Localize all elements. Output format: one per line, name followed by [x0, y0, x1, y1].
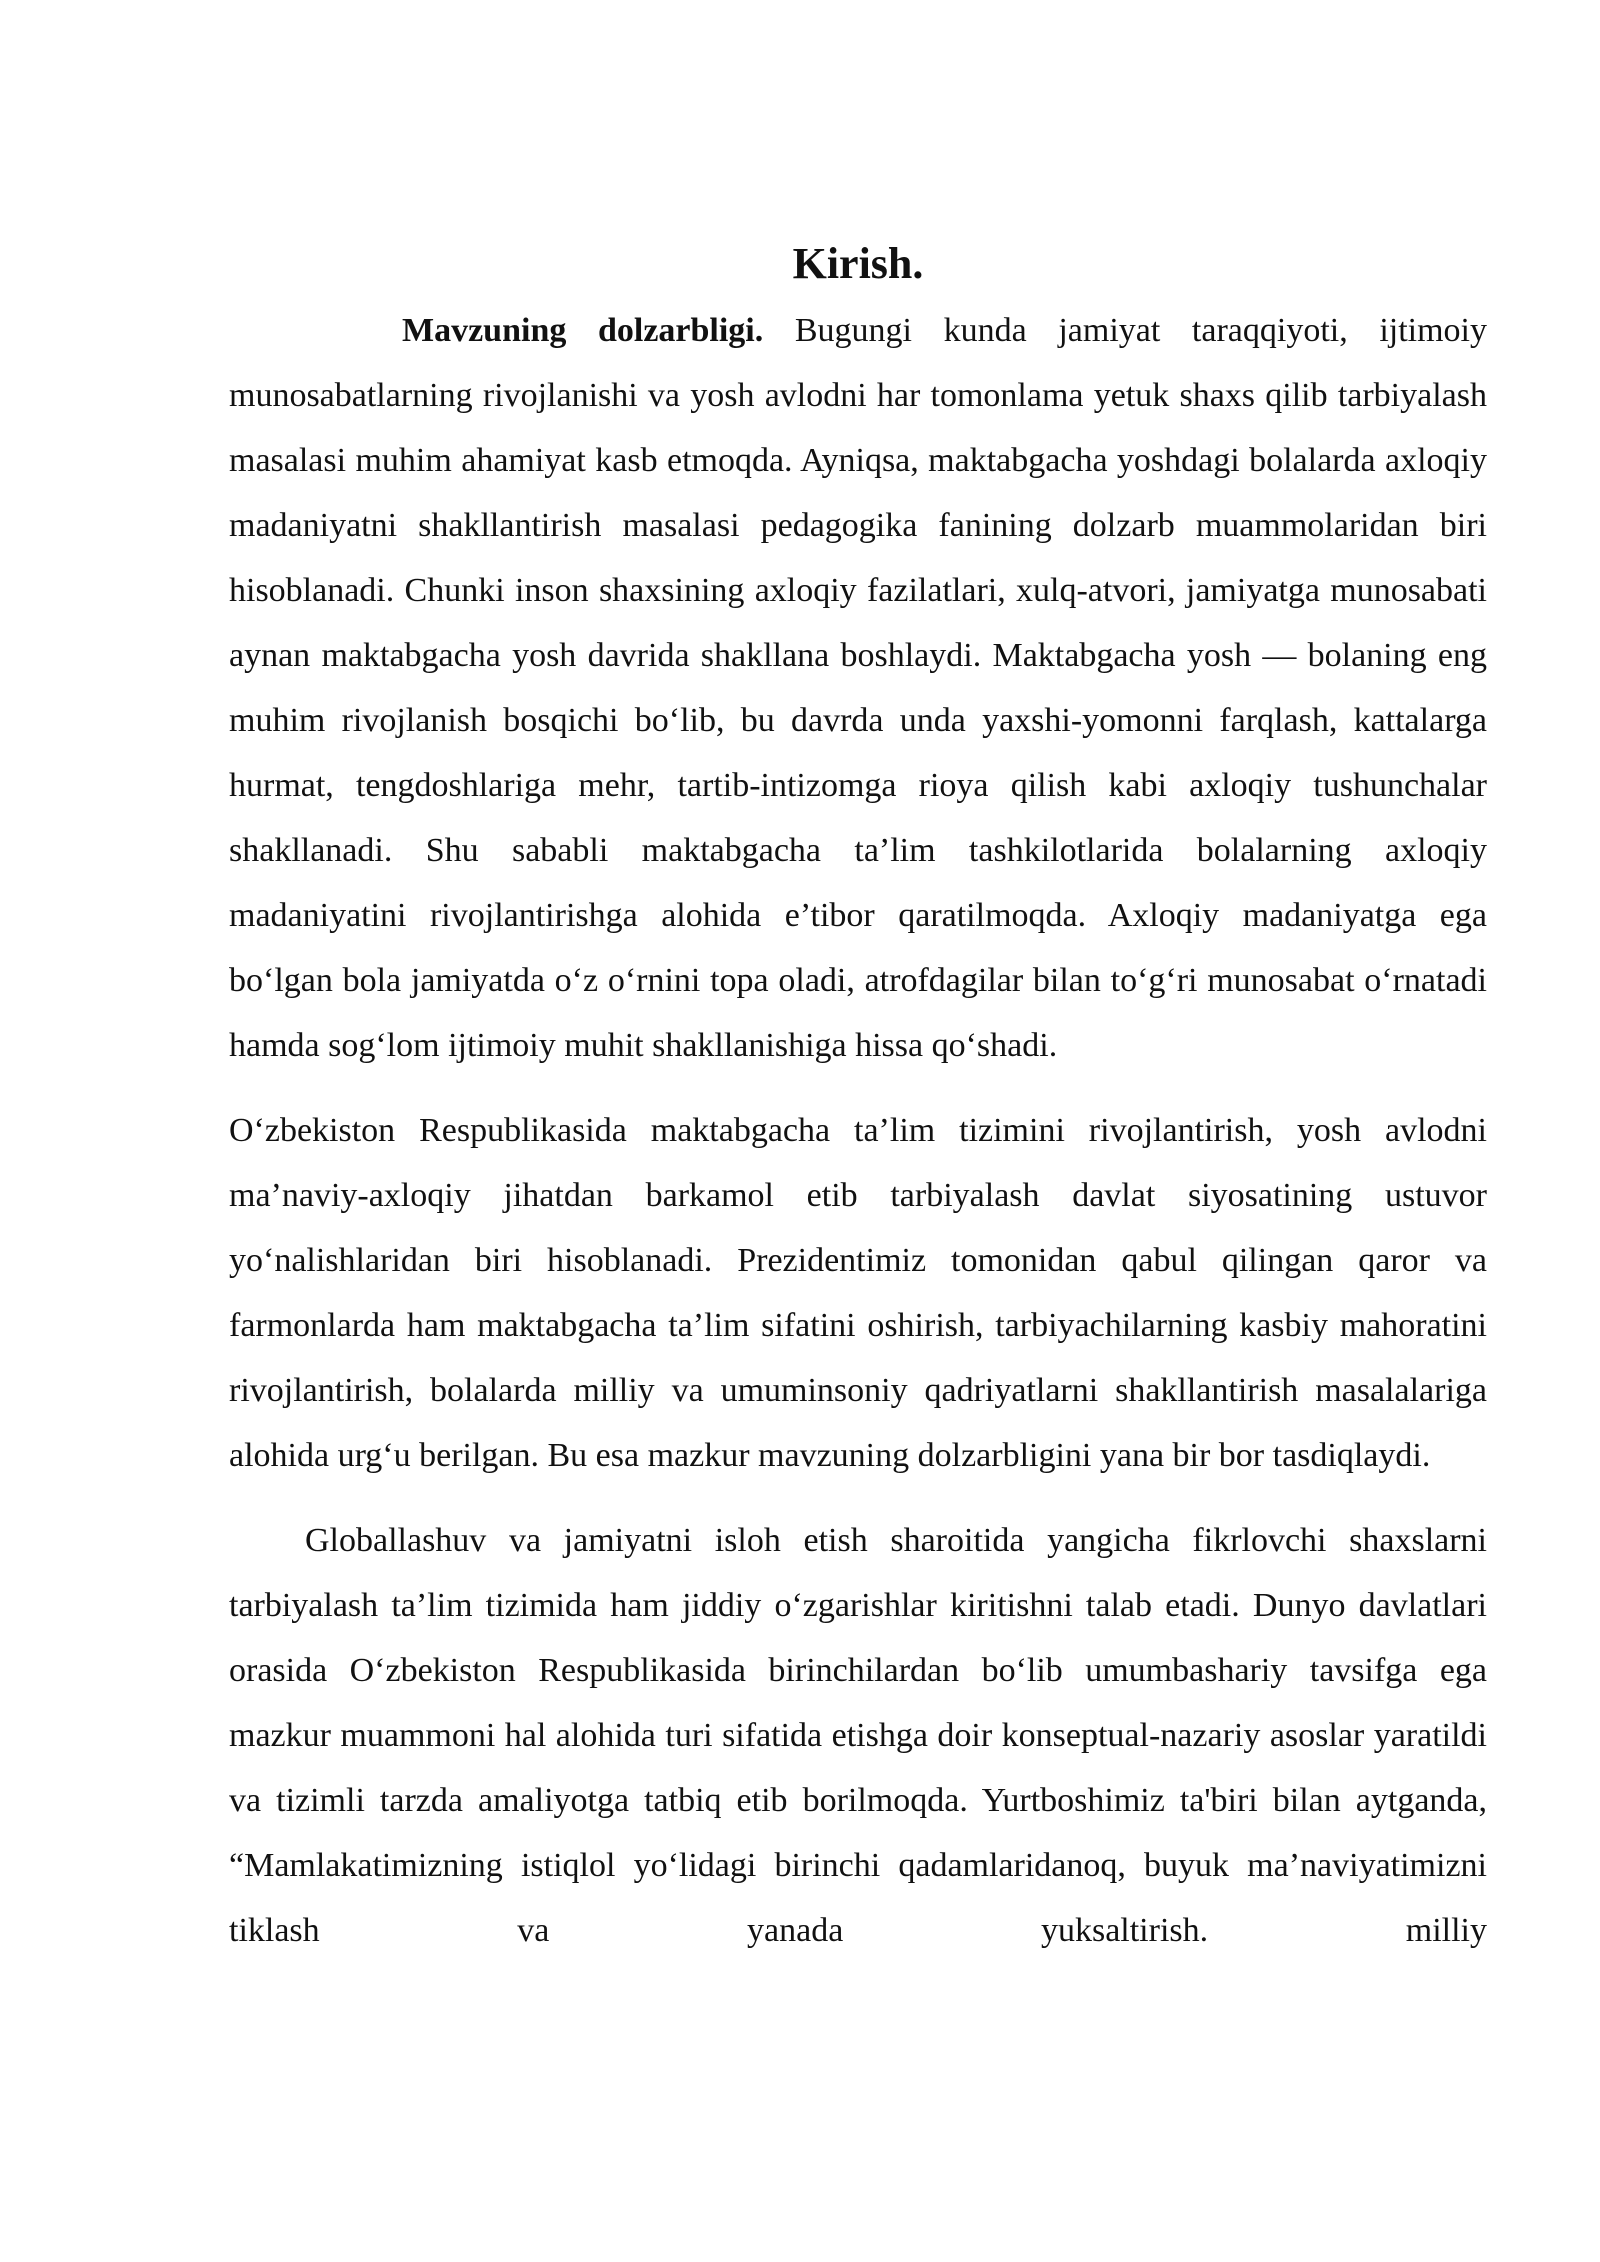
- document-body: [229, 236, 1487, 1963]
- paragraph-text: Bugungi kunda jamiyat taraqqiyoti, ijtimoiy munosabatlarning rivojlanishi va yosh avlodni har tomonlama yetuk shaxs qilib tarbiyalash masalasi muhim ahamiyat kasb etmoqda. Ayniqsa, maktabgacha yoshdagi bolalarda axloqiy madaniyatni shakllantirish masalasi pedagogika fanining dolzarb muammolaridan biri hisoblanadi. Chunki inson shaxsining axloqiy fazilatlari, xulq-atvori, jamiyatga munosabati aynan maktabgacha yosh davrida shakllana boshlaydi. Maktabgacha yosh — bolaning eng muhim rivojlanish bosqichi bo‘lib, bu davrda unda yaxshi-yomonni farqlash, kattalarga hurmat, tengdoshlariga mehr, tartib-intizomga rioya qilish kabi axloqiy tushunchalar shakllanadi. Shu sababli maktabgacha ta’lim tashkilotlarida bolalarning axloqiy madaniyatini rivojlantirishga alohida e’tibor qaratilmoqda. Axloqiy madaniyatga ega bo‘lgan bola jamiyatda o‘z o‘rnini topa oladi, atrofdagilar bilan to‘g‘ri munosabat o‘rnatadi hamda sog‘lom ijtimoiy muhit shakllanishiga hissa qo‘shadi.: [229, 312, 1487, 1064]
- paragraph-state-policy: O‘zbekiston Respublikasida maktabgacha ta’lim tizimini rivojlantirish, yosh avlodni ma’naviy-axloqiy jihatdan barkamol etib tarbiyalash davlat siyosatining ustuvor yo‘nalishlaridan biri hisoblanadi. Prezidentimiz tomonidan qabul qilingan qaror va farmonlarda ham maktabgacha ta’lim sifatini oshirish, tarbiyachilarning kasbiy mahoratini rivojlantirish, bolalarda milliy va umuminsoniy qadriyatlarni shakllantirish masalalariga alohida urg‘u berilgan. Bu esa mazkur mavzuning dolzarbligini yana bir bor tasdiqlaydi.: [229, 1112, 1487, 1474]
- paragraph-relevance: [229, 298, 1487, 1078]
- page-title: Kirish.: [792, 239, 924, 288]
- paragraph-lead: Mavzuning dolzarbligi.: [402, 312, 764, 349]
- paragraph-globalization: Globallashuv va jamiyatni isloh etish sharoitida yangicha fikrlovchi shaxslarni tarbiyalash ta’lim tizimida ham jiddiy o‘zgarishlar kiritishni talab etadi. Dunyo davlatlari orasida O‘zbekiston Respublikasida birinchilardan bo‘lib umumbashariy tavsifga ega mazkur muammoni hal alohida turi sifatida etishga doir konseptual-nazariy asoslar yaratildi va tizimli tarzda amaliyotga tatbiq etib borilmoqda. Yurtboshimiz ta'biri bilan aytganda, “Mamlakatimizning istiqlol yo‘lidagi birinchi qadamlaridanoq, buyuk ma’naviyatimizni tiklash va yanada yuksaltirish. milliy: [229, 1522, 1487, 1949]
